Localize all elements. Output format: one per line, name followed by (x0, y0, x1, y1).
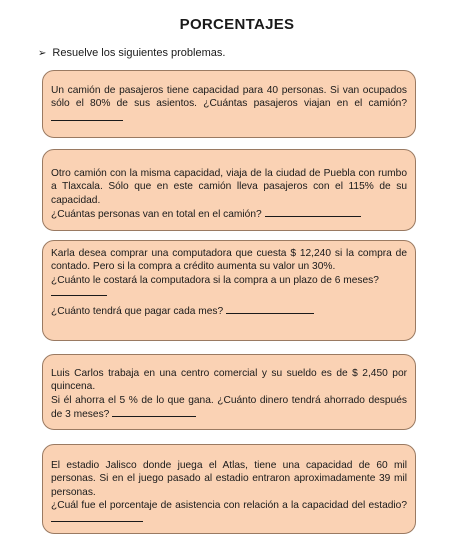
answer-blank-3a[interactable] (51, 287, 107, 296)
problem-3-text-b: ¿Cuánto le costará la computadora si la compra a un plazo de 6 meses? (51, 274, 379, 286)
instruction (38, 47, 225, 59)
problem-5-text-b: ¿Cuál fue el porcentaje de asistencia con relación a la capacidad del estadio? (51, 499, 407, 527)
problem-box-4 (42, 354, 416, 430)
problem-2-text-a: Otro camión con la misma capacidad, viaja de la ciudad de Puebla con rumbo a Tlaxcala. Sólo que en este camión lleva pasajeros con el 115% de su capacidad. (51, 168, 407, 206)
arrow-bullet-icon: ➢ (38, 47, 47, 59)
page-title: PORCENTAJES (179, 16, 295, 33)
instruction-text: Resuelve los siguientes problemas. (52, 47, 226, 59)
problem-box-1 (42, 70, 416, 138)
problem-4-text-b: Si él ahorra el 5 % de lo que gana. ¿Cuánto dinero tendrá ahorrado después de 3 meses? (51, 394, 407, 420)
problem-box-2 (42, 149, 416, 231)
answer-blank-2[interactable] (265, 207, 361, 217)
problem-3-text-a: Karla desea comprar una computadora que cuesta $ 12,240 si la compra de contado. Pero si la compra a crédito aumenta su valor un 30%. (51, 248, 407, 273)
problem-3-text-c: ¿Cuánto tendrá que pagar cada mes? (51, 304, 407, 318)
answer-blank-3b[interactable] (226, 304, 314, 314)
problem-box-3 (42, 240, 416, 341)
problem-1-text: Un camión de pasajeros tiene capacidad para 40 personas. Si van ocupados sólo el 80% de sus asientos. ¿Cuántas pasajeros viajan en el camión? (51, 84, 407, 125)
answer-blank-5[interactable] (51, 512, 143, 522)
answer-blank-1[interactable] (51, 111, 123, 121)
problem-box-5 (42, 444, 416, 534)
problem-5-text-a: El estadio Jalisco donde juega el Atlas, tiene una capacidad de 60 mil personas. Si en el juego pasado al estadio entraron aproximadamente 39 mil personas. (51, 460, 407, 498)
problem-2-text-b: ¿Cuántas personas van en total en el camión? (51, 207, 407, 221)
answer-blank-4[interactable] (112, 407, 196, 417)
problem-4-text-a: Luis Carlos trabaja en una centro comercial y su sueldo es de $ 2,450 por quincena. (51, 368, 407, 393)
